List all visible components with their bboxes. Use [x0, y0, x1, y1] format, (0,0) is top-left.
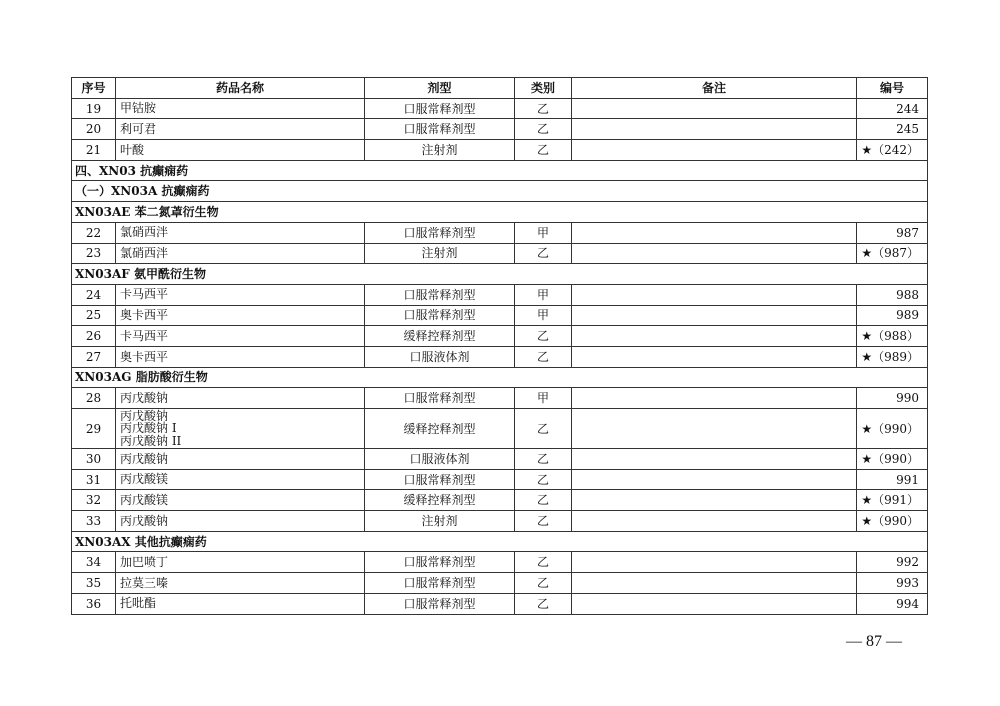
section-row	[72, 264, 928, 285]
cell-name	[116, 593, 365, 614]
cell-code: ★（990）	[857, 511, 928, 532]
cell-category: 乙	[515, 243, 572, 264]
cell-name	[116, 388, 365, 409]
cell-code: 994	[857, 593, 928, 614]
cell-code: ★（990）	[857, 449, 928, 470]
header-category: 类别	[515, 78, 572, 99]
cell-no: 32	[72, 490, 116, 511]
cell-form: 口服常释剂型	[365, 305, 515, 326]
table-row	[72, 243, 928, 264]
cell-name	[116, 305, 365, 326]
cell-no: 33	[72, 511, 116, 532]
drug-name: 卡马西平	[120, 287, 169, 302]
section-row	[72, 202, 928, 223]
drug-name: 利可君	[120, 121, 157, 136]
cell-no: 26	[72, 326, 116, 347]
cell-form: 缓释控释剂型	[365, 326, 515, 347]
drug-name: 丙戊酸镁	[120, 472, 169, 487]
table-row	[72, 326, 928, 347]
section-title: XN03AX 其他抗癫痫药	[72, 531, 928, 552]
cell-note	[572, 98, 857, 119]
cell-no: 20	[72, 119, 116, 140]
cell-form: 口服常释剂型	[365, 469, 515, 490]
cell-code: ★（991）	[857, 490, 928, 511]
cell-category: 乙	[515, 511, 572, 532]
drug-name: 丙戊酸钠	[120, 451, 169, 466]
cell-note	[572, 490, 857, 511]
cell-note	[572, 284, 857, 305]
cell-note	[572, 593, 857, 614]
cell-code: 989	[857, 305, 928, 326]
cell-name	[116, 140, 365, 161]
cell-no: 23	[72, 243, 116, 264]
cell-note	[572, 140, 857, 161]
table-row	[72, 346, 928, 367]
cell-category: 乙	[515, 449, 572, 470]
drug-name: 氯硝西泮	[120, 246, 169, 261]
header-name: 药品名称	[116, 78, 365, 99]
table-row	[72, 573, 928, 594]
cell-code: ★（987）	[857, 243, 928, 264]
table-row	[72, 140, 928, 161]
section-title: 四、XN03 抗癫痫药	[72, 160, 928, 181]
cell-name	[116, 409, 365, 449]
cell-no: 30	[72, 449, 116, 470]
cell-no: 36	[72, 593, 116, 614]
cell-note	[572, 326, 857, 347]
cell-code: ★（988）	[857, 326, 928, 347]
cell-code: 993	[857, 573, 928, 594]
cell-category: 甲	[515, 305, 572, 326]
cell-form: 口服常释剂型	[365, 284, 515, 305]
cell-note	[572, 222, 857, 243]
cell-name	[116, 119, 365, 140]
drug-name: 丙戊酸钠	[120, 408, 169, 423]
table-row	[72, 552, 928, 573]
drug-name: 甲钴胺	[120, 101, 157, 116]
cell-no: 31	[72, 469, 116, 490]
cell-form: 口服液体剂	[365, 346, 515, 367]
cell-note	[572, 449, 857, 470]
header-no: 序号	[72, 78, 116, 99]
cell-no: 21	[72, 140, 116, 161]
section-row	[72, 181, 928, 202]
table-row	[72, 119, 928, 140]
table-row	[72, 222, 928, 243]
cell-note	[572, 388, 857, 409]
cell-form: 注射剂	[365, 511, 515, 532]
cell-code: ★（242）	[857, 140, 928, 161]
cell-category: 乙	[515, 326, 572, 347]
header-code: 编号	[857, 78, 928, 99]
cell-form: 缓释控释剂型	[365, 409, 515, 449]
table-row	[72, 511, 928, 532]
drug-name: 奥卡西平	[120, 349, 169, 364]
drug-name: 托吡酯	[120, 596, 157, 611]
cell-code: ★（989）	[857, 346, 928, 367]
cell-category: 乙	[515, 593, 572, 614]
drug-name: 加巴喷丁	[120, 555, 169, 570]
drug-name: 奥卡西平	[120, 308, 169, 323]
cell-form: 口服常释剂型	[365, 388, 515, 409]
table-row	[72, 388, 928, 409]
drug-name: 氯硝西泮	[120, 225, 169, 240]
drug-name: 丙戊酸钠 II	[120, 433, 182, 448]
cell-no: 27	[72, 346, 116, 367]
table-row	[72, 98, 928, 119]
cell-form: 口服常释剂型	[365, 222, 515, 243]
cell-form: 口服常释剂型	[365, 552, 515, 573]
cell-no: 19	[72, 98, 116, 119]
cell-name	[116, 511, 365, 532]
cell-name	[116, 573, 365, 594]
table-row	[72, 305, 928, 326]
cell-name	[116, 326, 365, 347]
page-number: — 87 —	[846, 633, 902, 650]
section-title: XN03AG 脂肪酸衍生物	[72, 367, 928, 388]
cell-category: 乙	[515, 119, 572, 140]
cell-form: 口服常释剂型	[365, 119, 515, 140]
cell-no: 22	[72, 222, 116, 243]
drug-name: 卡马西平	[120, 328, 169, 343]
cell-form: 注射剂	[365, 243, 515, 264]
cell-note	[572, 552, 857, 573]
cell-form: 缓释控释剂型	[365, 490, 515, 511]
cell-no: 24	[72, 284, 116, 305]
cell-category: 甲	[515, 284, 572, 305]
drug-name: 丙戊酸钠	[120, 390, 169, 405]
section-title: XN03AF 氨甲酰衍生物	[72, 264, 928, 285]
table-row	[72, 593, 928, 614]
header-note: 备注	[572, 78, 857, 99]
cell-category: 甲	[515, 388, 572, 409]
cell-code: 988	[857, 284, 928, 305]
cell-note	[572, 119, 857, 140]
cell-form: 口服常释剂型	[365, 593, 515, 614]
cell-name	[116, 469, 365, 490]
cell-no: 28	[72, 388, 116, 409]
cell-form: 口服液体剂	[365, 449, 515, 470]
cell-category: 乙	[515, 490, 572, 511]
table-row	[72, 490, 928, 511]
cell-code: ★（990）	[857, 409, 928, 449]
cell-category: 乙	[515, 573, 572, 594]
cell-form: 注射剂	[365, 140, 515, 161]
cell-name	[116, 222, 365, 243]
cell-category: 乙	[515, 346, 572, 367]
section-row	[72, 160, 928, 181]
cell-category: 乙	[515, 98, 572, 119]
cell-note	[572, 346, 857, 367]
cell-name	[116, 98, 365, 119]
cell-code: 244	[857, 98, 928, 119]
drug-table	[71, 77, 928, 615]
drug-name: 丙戊酸镁	[120, 492, 169, 507]
drug-name: 丙戊酸钠	[120, 513, 169, 528]
table-row	[72, 449, 928, 470]
cell-note	[572, 511, 857, 532]
cell-note	[572, 409, 857, 449]
cell-form: 口服常释剂型	[365, 98, 515, 119]
cell-category: 乙	[515, 140, 572, 161]
cell-form: 口服常释剂型	[365, 573, 515, 594]
cell-note	[572, 469, 857, 490]
cell-name	[116, 284, 365, 305]
cell-note	[572, 243, 857, 264]
section-title: （一）XN03A 抗癫痫药	[72, 181, 928, 202]
cell-category: 甲	[515, 222, 572, 243]
cell-name	[116, 243, 365, 264]
table-row	[72, 469, 928, 490]
table-body	[72, 98, 928, 614]
drug-name: 叶酸	[120, 142, 145, 157]
table-row	[72, 284, 928, 305]
cell-no: 35	[72, 573, 116, 594]
cell-code: 990	[857, 388, 928, 409]
cell-code: 987	[857, 222, 928, 243]
cell-code: 992	[857, 552, 928, 573]
table-header-row	[72, 78, 928, 99]
cell-name	[116, 346, 365, 367]
cell-name	[116, 552, 365, 573]
cell-category: 乙	[515, 552, 572, 573]
section-row	[72, 531, 928, 552]
cell-note	[572, 573, 857, 594]
cell-name	[116, 490, 365, 511]
header-form: 剂型	[365, 78, 515, 99]
section-title: XN03AE 苯二氮䓬衍生物	[72, 202, 928, 223]
section-row	[72, 367, 928, 388]
table-row	[72, 409, 928, 449]
cell-no: 29	[72, 409, 116, 449]
cell-name	[116, 449, 365, 470]
cell-category: 乙	[515, 469, 572, 490]
drug-name: 拉莫三嗪	[120, 575, 169, 590]
cell-code: 245	[857, 119, 928, 140]
cell-no: 34	[72, 552, 116, 573]
drug-name: 丙戊酸钠 Ⅰ	[120, 421, 177, 436]
cell-category: 乙	[515, 409, 572, 449]
cell-no: 25	[72, 305, 116, 326]
cell-note	[572, 305, 857, 326]
cell-code: 991	[857, 469, 928, 490]
